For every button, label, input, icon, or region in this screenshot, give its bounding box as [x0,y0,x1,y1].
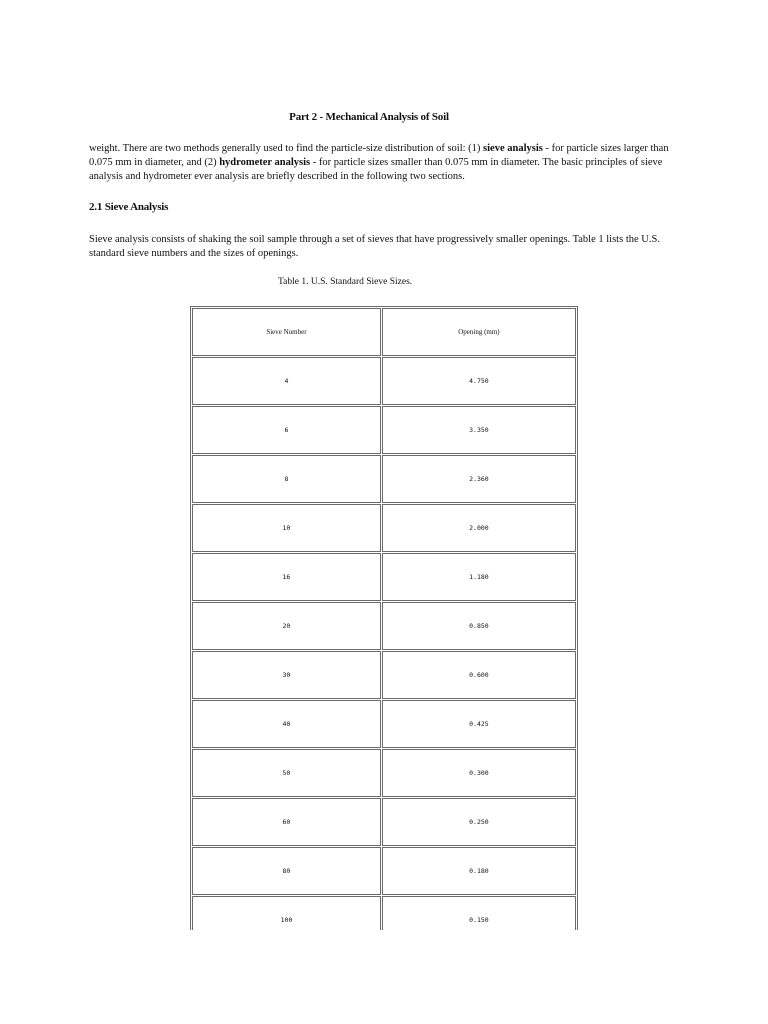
sieve-number-cell: 10 [192,504,381,552]
sieve-number-cell: 20 [192,602,381,650]
table-row [192,651,576,699]
table-body [192,357,576,930]
sieve-table-container [190,306,578,930]
opening-cell: 2.360 [382,455,576,503]
opening-cell: 0.850 [382,602,576,650]
table-row [192,504,576,552]
header-opening: Opening (mm) [382,308,576,356]
sieve-analysis-term: sieve analysis [483,143,543,154]
table-row [192,357,576,405]
sieve-size-table [190,306,578,930]
page-title: Part 2 - Mechanical Analysis of Soil [289,111,449,123]
opening-cell: 4.750 [382,357,576,405]
table-caption: Table 1. U.S. Standard Sieve Sizes. [278,277,413,287]
header-sieve-number: Sieve Number [192,308,381,356]
table-row [192,847,576,895]
section-heading: 2.1 Sieve Analysis [89,201,169,213]
table-row [192,406,576,454]
intro-paragraph [89,142,689,184]
table-row [192,700,576,748]
section-paragraph: Sieve analysis consists of shaking the soil sample through a set of sieves that have progressively smaller openings. Table 1 lists the U.S. standard sieve numbers and the sizes of openings. [89,234,660,259]
opening-cell: 0.600 [382,651,576,699]
sieve-number-cell: 40 [192,700,381,748]
sieve-number-cell: 100 [192,896,381,930]
intro-text-1: weight. There are two methods generally used to find the particle-size distribution of soil: (1) [89,143,484,154]
table-row [192,749,576,797]
sieve-number-cell: 6 [192,406,381,454]
table-row [192,602,576,650]
opening-cell: 3.350 [382,406,576,454]
opening-cell: 0.250 [382,798,576,846]
opening-cell: 1.180 [382,553,576,601]
sieve-number-cell: 80 [192,847,381,895]
sieve-number-cell: 4 [192,357,381,405]
table-header-row [192,308,576,356]
opening-cell: 0.180 [382,847,576,895]
intro-text-2: - for particle sizes larger than 0.075 mm in diameter, and (2) [89,143,669,168]
sieve-number-cell: 30 [192,651,381,699]
table-row [192,455,576,503]
intro-text-3: - for particle sizes smaller than 0.075 mm in diameter. The basic principles of sieve analysis and hydrometer ever analysis are briefly described in the following two sections. [89,157,663,182]
table-row [192,553,576,601]
opening-cell: 0.150 [382,896,576,930]
opening-cell: 0.300 [382,749,576,797]
table-row [192,896,576,930]
sieve-number-cell: 16 [192,553,381,601]
hydrometer-analysis-term: hydrometer analysis [219,157,311,168]
opening-cell: 0.425 [382,700,576,748]
sieve-number-cell: 60 [192,798,381,846]
table-row [192,798,576,846]
sieve-number-cell: 50 [192,749,381,797]
sieve-number-cell: 8 [192,455,381,503]
opening-cell: 2.000 [382,504,576,552]
